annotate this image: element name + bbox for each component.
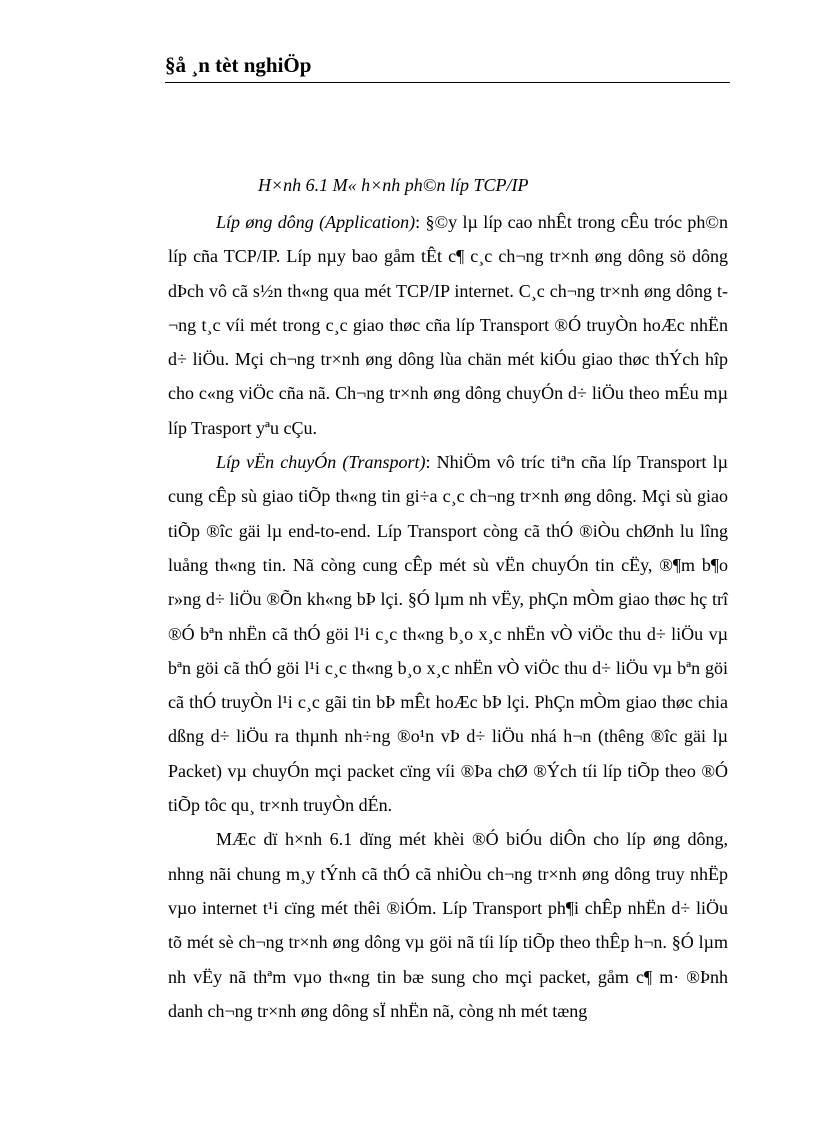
paragraph-text: MÆc dï h×nh 6.1 dïng mét khèi ®Ó biÓu diÔn cho líp øng dông, nhng nãi chung m¸y tÝnh cã thÓ cã nhiÒu ch¬ng tr×nh øng dông truy nhËp vµo internet t¹i cïng mét thêi ®iÓm. Líp Transport ph¶i chÊp nhËn d÷ liÖu tõ mét sè ch¬ng tr×nh øng dông vµ göi nã tíi líp tiÕp theo thÊp h¬n. §Ó lµm nh vËy nã thªm vµo th«ng tin bæ sung cho mçi packet, gåm c¶ m· ®Þnh danh ch¬ng tr×nh øng dông sÏ nhËn nã, còng nh mét tæng xyxy=(168,829,728,1021)
figure-caption: H×nh 6.1 M« h×nh ph©n líp TCP/IP xyxy=(258,175,529,195)
header-title: §å ¸n tèt nghiÖp xyxy=(165,53,312,77)
paragraph-text: : §©y lµ líp cao nhÊt trong cÊu tróc ph©n líp cña TCP/IP. Líp nµy bao gåm tÊt c¶ c¸c ch¬ng tr×nh øng dông sö dông dÞch vô cã s½n th«ng qua mét TCP/IP internet. C¸c ch¬ng tr×nh øng dông t¬ng t¸c víi mét trong c¸c giao thøc cña líp Transport ®Ó truyÒn hoÆc nhËn d÷ liÖu. Mçi ch¬ng tr×nh øng dông lùa chän mét kiÓu giao thøc thÝch hîp cho c«ng viÖc cña nã. Ch¬ng tr×nh øng dông chuyÓn d÷ liÖu theo mÉu mµ líp Trasport yªu cÇu. xyxy=(168,212,728,438)
page-header xyxy=(165,50,730,80)
paragraph-application-layer xyxy=(168,205,728,445)
paragraph-text: : NhiÖm vô tríc tiªn cña líp Transport lµ cung cÊp sù giao tiÕp th«ng tin gi÷a c¸c ch¬ng tr×nh øng dông. Mçi sù giao tiÕp ®îc gäi lµ end-to-end. Líp Transport còng cã thÓ ®iÒu chØnh lu lîng luång th«ng tin. Nã còng cung cÊp mét sù vËn chuyÓn tin cËy, ®¶m b¶o r»ng d÷ liÖu ®Õn kh«ng bÞ lçi. §Ó lµm nh vËy, phÇn mÒm giao thøc hç trî ®Ó bªn nhËn cã thÓ göi l¹i c¸c th«ng b¸o x¸c nhËn vÒ viÖc thu d÷ liÖu vµ bªn göi cã thÓ göi l¹i c¸c th«ng b¸o x¸c nhËn vÒ viÖc thu d÷ liÖu vµ bªn göi cã thÓ truyÒn l¹i c¸c gãi tin bÞ mÊt hoÆc bÞ lçi. PhÇn mÒm giao thøc chia dßng d÷ liÖu ra thµnh nh÷ng ®o¹n vÞ d÷ liÖu nhá h¬n (thêng ®îc gäi lµ Packet) vµ chuyÓn mçi packet cïng víi ®Þa chØ ®Ých tíi líp tiÕp theo ®Ó tiÕp tôc qu¸ tr×nh truyÒn dÉn. xyxy=(168,452,728,816)
paragraph-lead: Líp vËn chuyÓn (Transport) xyxy=(216,452,426,473)
paragraph-transport-layer xyxy=(168,445,728,822)
paragraph-multiplexing xyxy=(168,822,728,1028)
header-divider xyxy=(165,82,730,83)
paragraph-lead: Líp øng dông (Application) xyxy=(216,212,416,232)
body-text xyxy=(168,205,728,1028)
